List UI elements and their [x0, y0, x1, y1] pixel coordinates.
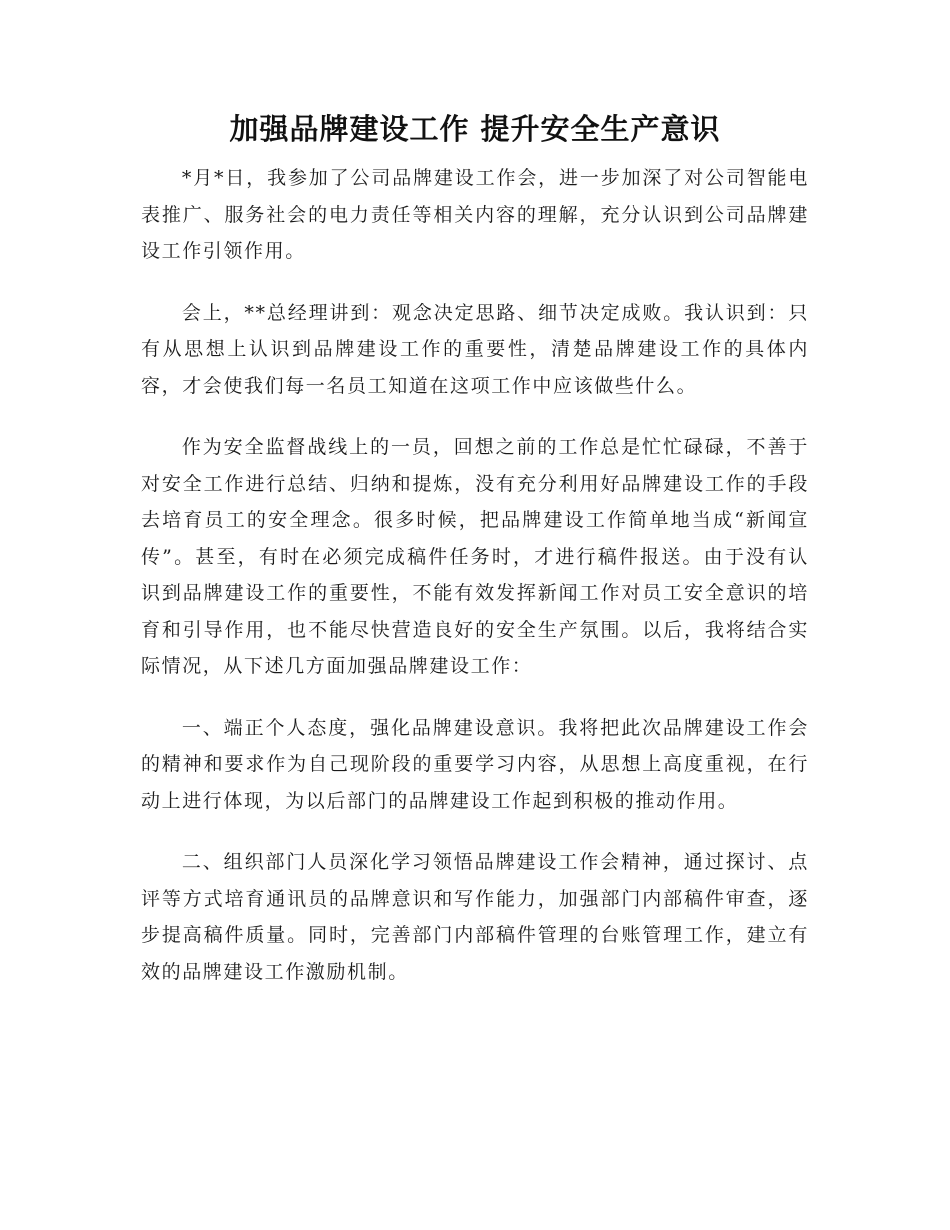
paragraph-manager-remarks: 会上，**总经理讲到：观念决定思路、细节决定成败。我认识到：只有从思想上认识到品牌建设工作的重要性，清楚品牌建设工作的具体内容，才会使我们每一名员工知道在这项工作中应该做些什么。 [141, 301, 809, 397]
document-title: 加强品牌建设工作 提升安全生产意识 [229, 112, 721, 146]
document-body [141, 160, 809, 1015]
paragraph-meeting-intro: *月*日，我参加了公司品牌建设工作会，进一步加深了对公司智能电表推广、服务社会的电力责任等相关内容的理解，充分认识到公司品牌建设工作引领作用。 [141, 167, 809, 262]
paragraph-measure-two: 二、组织部门人员深化学习领悟品牌建设工作会精神，通过探讨、点评等方式培育通讯员的品牌意识和写作能力，加强部门内部稿件审查，逐步提高稿件质量。同时，完善部门内部稿件管理的台账管理工作，建立有效的品牌建设工作激励机制。 [141, 851, 809, 983]
paragraph-self-reflection: 作为安全监督战线上的一员，回想之前的工作总是忙忙碌碌，不善于对安全工作进行总结、归纳和提炼，没有充分利用好品牌建设工作的手段去培育员工的安全理念。很多时候，把品牌建设工作简单地当成“新闻宣传”。甚至，有时在必须完成稿件任务时，才进行稿件报送。由于没有认识到品牌建设工作的重要性，不能有效发挥新闻工作对员工安全意识的培育和引导作用，也不能尽快营造良好的安全生产氛围。以后，我将结合实际情况，从下述几方面加强品牌建设工作： [141, 436, 809, 677]
paragraph-measure-one: 一、端正个人态度，强化品牌建设意识。我将把此次品牌建设工作会的精神和要求作为自己现阶段的重要学习内容，从思想上高度重视，在行动上进行体现，为以后部门的品牌建设工作起到积极的推动作用。 [141, 716, 809, 812]
